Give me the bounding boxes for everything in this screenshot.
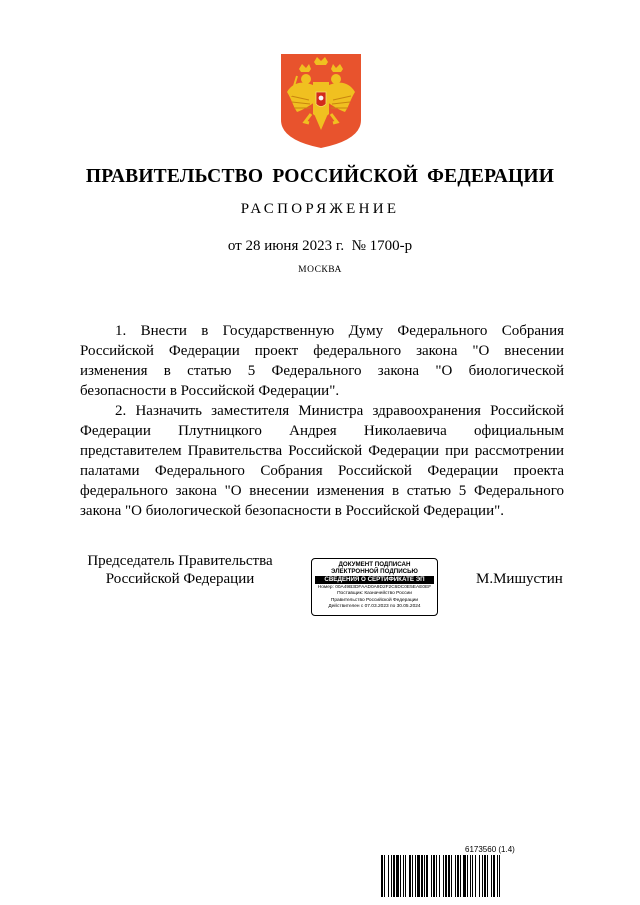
barcode-bar: [482, 855, 483, 897]
document-city: МОСКВА: [298, 265, 342, 275]
signatory-position-line2: Российской Федерации: [105, 571, 255, 587]
paragraph-1: 1. Внести в Государственную Думу Федерального Собрания Российской Федерации проект федерального закона "О внесении изменения в статью 5 Федерального закона "О биологической безопасности в Российской Федерации".: [80, 323, 564, 399]
government-title: ПРАВИТЕЛЬСТВО РОССИЙСКОЙ ФЕДЕРАЦИИ: [85, 166, 555, 187]
barcode-bar: [384, 855, 385, 897]
barcode-bar: [467, 855, 468, 897]
barcode-bar: [409, 855, 411, 897]
document-date-line: [0, 238, 640, 255]
barcode-bar: [487, 855, 488, 897]
stamp-title-line2: ЭЛЕКТРОННОЙ ПОДПИСЬЮ: [331, 568, 418, 575]
barcode-bar: [455, 855, 456, 897]
barcode-bar: [433, 855, 435, 897]
signatory-name: М.Мишустин: [476, 571, 563, 587]
barcode-bar: [412, 855, 413, 897]
barcode-bar: [479, 855, 480, 897]
electronic-signature-stamp: [311, 558, 438, 616]
barcode-bar: [417, 855, 420, 897]
barcode-bar: [381, 855, 383, 897]
signatory-position-line1: Председатель Правительства: [87, 553, 273, 569]
document-number: № 1700-р: [351, 238, 413, 254]
stamp-issuer-line1: Поставщик: Казначейство России: [337, 591, 412, 597]
barcode-bar: [463, 855, 466, 897]
document-date: от 28 июня 2023 г.: [227, 238, 345, 254]
paragraph-2: 2. Назначить заместителя Министра здравоохранения Российской Федерации Плутницкого Андрея Николаевича официальным представителем Правительства Российской Федерации при рассмотрении палатами Федерального Собрания Российской Федерации проекта федерального закона "О внесении изменения в статью 5 Федерального закона "О биологической безопасности в Российской Федерации".: [80, 403, 564, 519]
signatory-position: [80, 552, 280, 588]
barcode-bar: [396, 855, 399, 897]
document-type: РАСПОРЯЖЕНИЕ: [240, 201, 400, 217]
barcode-icon: [381, 855, 565, 897]
barcode-bar: [484, 855, 486, 897]
barcode-bar: [426, 855, 428, 897]
barcode-bar: [393, 855, 395, 897]
stamp-title-line1: ДОКУМЕНТ ПОДПИСАН: [338, 561, 411, 568]
barcode-bar: [448, 855, 450, 897]
barcode-bar: [421, 855, 423, 897]
barcode-bar: [491, 855, 492, 897]
barcode-bar: [445, 855, 447, 897]
barcode-bar: [439, 855, 440, 897]
document-code: 6173560 (1.4): [465, 845, 515, 854]
stamp-certificate-band: СВЕДЕНИЯ О СЕРТИФИКАТЕ ЭП: [315, 576, 434, 584]
barcode-bar: [443, 855, 444, 897]
stamp-validity: Действителен с 07.03.2023 по 30.05.2024: [328, 604, 421, 610]
barcode-bar: [451, 855, 452, 897]
barcode-bar: [415, 855, 416, 897]
stamp-issuer-line2: Правительство Российской Федерации: [330, 597, 419, 603]
stamp-serial: Номер: 00A49B3DFAAD0A9D2F2C6DC0E5EAE0EF: [317, 585, 432, 590]
barcode-bar: [391, 855, 392, 897]
barcode-bar: [436, 855, 437, 897]
barcode-bar: [493, 855, 495, 897]
barcode-bar: [457, 855, 459, 897]
barcode-bar: [388, 855, 389, 897]
barcode-bar: [431, 855, 432, 897]
barcode-bar: [472, 855, 473, 897]
barcode-bar: [460, 855, 461, 897]
barcode-bar: [424, 855, 425, 897]
document-body: [80, 321, 564, 521]
barcode-bar: [400, 855, 401, 897]
barcode-bar: [470, 855, 471, 897]
barcode-bar: [497, 855, 498, 897]
coat-of-arms-icon: [279, 52, 363, 150]
barcode-bar: [499, 855, 500, 897]
barcode-bar: [475, 855, 476, 897]
barcode-bar: [403, 855, 404, 897]
barcode-bar: [405, 855, 406, 897]
